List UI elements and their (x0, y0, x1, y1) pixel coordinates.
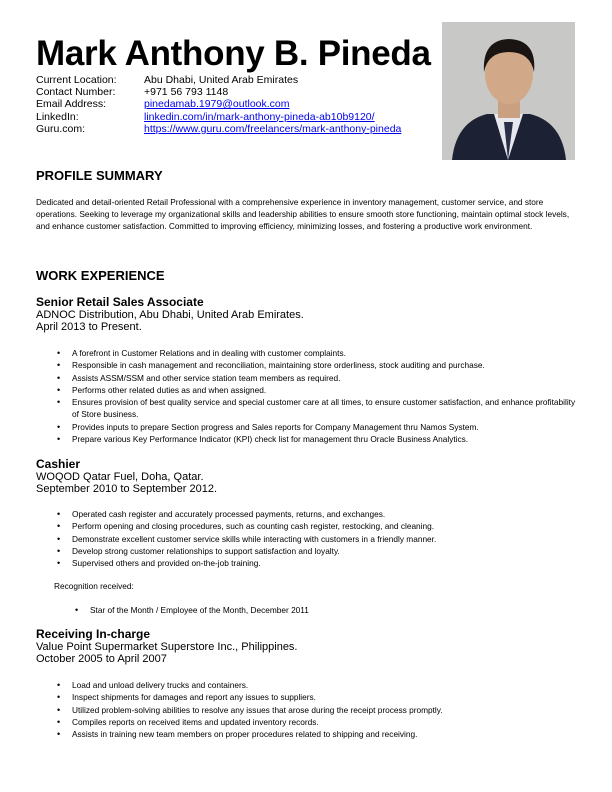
list-item: • Ensures provision of best quality service and special customer care at all times, to ensure customer satisfaction, and enhance profitability of Store business. (72, 396, 577, 421)
profile-summary-heading: PROFILE SUMMARY (36, 168, 163, 183)
list-item: • Supervised others and provided on-the-job training. (72, 557, 577, 569)
list-item: • A forefront in Customer Relations and in dealing with customer complaints. (72, 347, 577, 359)
job-company: ADNOC Distribution, Abu Dhabi, United Arab Emirates. (36, 309, 304, 321)
recognition-label: Recognition received: (54, 581, 134, 591)
job-dates: October 2005 to April 2007 (36, 653, 167, 665)
job-entry (36, 627, 298, 665)
contact-label: Contact Number: (36, 86, 116, 99)
contact-label: Current Location: (36, 74, 117, 86)
list-item: • Star of the Month / Employee of the Month, December 2011 (90, 604, 595, 616)
list-item: • Develop strong customer relationships to support satisfaction and loyalty. (72, 545, 577, 557)
job-entry (36, 295, 304, 333)
job-title: Receiving In-charge (36, 627, 151, 641)
work-experience-heading: WORK EXPERIENCE (36, 268, 165, 283)
guru-link[interactable]: https://www.guru.com/freelancers/mark-anthony-pineda (144, 122, 402, 135)
list-item: • Load and unload delivery trucks and containers. (72, 679, 577, 691)
list-item: • Compiles reports on received items and updated inventory records. (72, 716, 577, 728)
contact-label: Guru.com: (36, 122, 86, 135)
job-title: Cashier (36, 457, 81, 471)
list-item: • Performs other related duties as and when assigned. (72, 384, 577, 396)
job-entry (36, 457, 217, 495)
job-company: WOQOD Qatar Fuel, Doha, Qatar. (36, 471, 204, 483)
job-company: Value Point Supermarket Superstore Inc., Philippines. (36, 641, 298, 653)
list-item: • Inspect shipments for damages and report any issues to suppliers. (72, 691, 577, 703)
phone-value: +971 56 793 1148 (144, 86, 229, 99)
candidate-name: Mark Anthony B. Pineda (36, 34, 431, 73)
list-item: • Operated cash register and accurately processed payments, returns, and exchanges. (72, 508, 577, 520)
job-duties (72, 347, 577, 445)
recognition-list (90, 604, 595, 616)
job-duties (72, 679, 577, 740)
profile-photo (442, 22, 575, 160)
list-item: • Assists ASSM/SSM and other service station team members as required. (72, 372, 577, 384)
job-dates: September 2010 to September 2012. (36, 483, 218, 495)
job-duties (72, 508, 577, 569)
location-value: Abu Dhabi, United Arab Emirates (144, 74, 299, 86)
list-item: • Utilized problem-solving abilities to resolve any issues that arose during the receipt process promptly. (72, 704, 577, 716)
email-link[interactable]: pinedamab.1979@outlook.com (144, 98, 290, 111)
job-dates: April 2013 to Present. (36, 321, 142, 333)
linkedin-link[interactable]: linkedin.com/in/mark-anthony-pineda-ab10b9120/ (144, 110, 375, 123)
list-item: • Perform opening and closing procedures, such as counting cash register, restocking, and cleaning. (72, 520, 577, 532)
contact-info (36, 74, 401, 135)
list-item: • Responsible in cash management and reconciliation, maintaining store orderliness, stock auditing and purchase. (72, 359, 577, 371)
list-item: • Demonstrate excellent customer service skills while interacting with customers in a friendly manner. (72, 533, 577, 545)
profile-summary-text: Dedicated and detail-oriented Retail Professional with a comprehensive experience in inventory management, customer service, and store operations. Seeking to leverage my organizational skills and leadership abilities to ensure smooth store functioning, maintain optimal stock levels, and enhance customer satisfaction. Committed to improving efficiency, minimizing losses, and fostering a productive work environment. (36, 197, 570, 231)
contact-label: Email Address: (36, 98, 107, 111)
list-item: • Provides inputs to prepare Section progress and Sales reports for Company Management thru Namos System. (72, 421, 577, 433)
list-item: • Prepare various Key Performance Indicator (KPI) check list for management thru Oracle Business Analytics. (72, 433, 577, 445)
list-item: • Assists in training new team members on proper procedures related to shipping and receiving. (72, 728, 577, 740)
contact-label: LinkedIn: (36, 110, 79, 123)
job-title: Senior Retail Sales Associate (36, 295, 204, 309)
